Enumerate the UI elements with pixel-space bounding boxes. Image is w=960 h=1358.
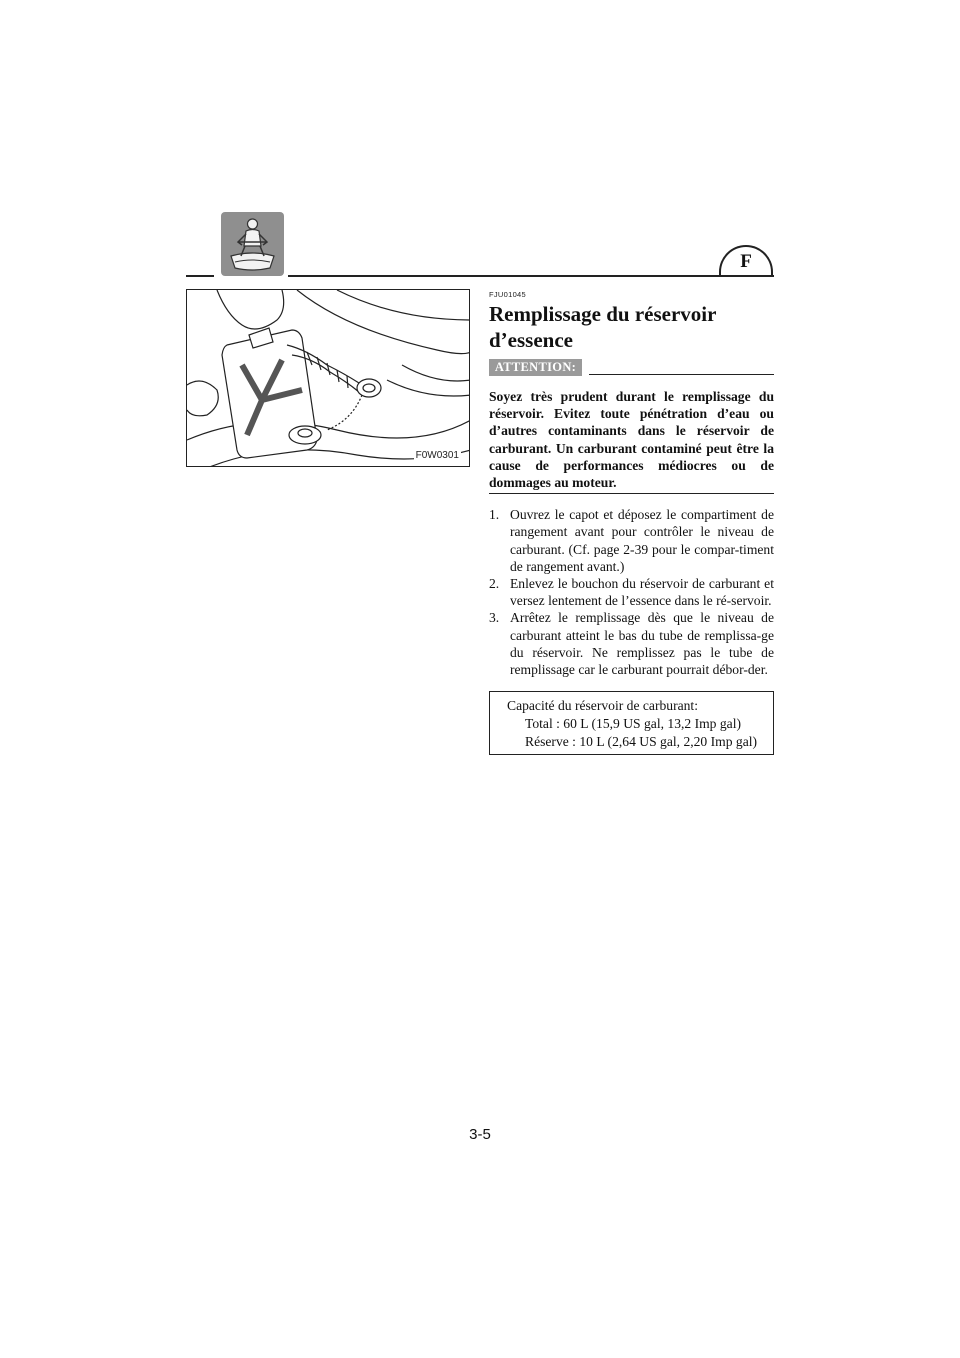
caution-label: ATTENTION: xyxy=(489,359,582,376)
list-item xyxy=(489,609,774,678)
language-badge: F xyxy=(719,245,773,275)
spec-total: Total : 60 L (15,9 US gal, 13,2 Imp gal) xyxy=(525,716,742,731)
spec-title: Capacité du réservoir de carburant: xyxy=(507,698,698,713)
step-text: Ouvrez le capot et déposez le compartiment de rangement avant pour contrôler le niveau de carburant. (Cf. page 2-39 pour le compar-timent de rangement avant.) xyxy=(510,507,774,574)
caution-rule xyxy=(589,374,774,375)
figure-code: F0W0301 xyxy=(415,450,459,461)
step-text: Enlevez le bouchon du réservoir de carburant et versez lentement de l’essence dans le ré-servoir. xyxy=(510,576,774,609)
section-code: FJU01045 xyxy=(489,290,527,299)
caution-header xyxy=(489,359,774,376)
section-title xyxy=(489,301,774,353)
step-text: Arrêtez le remplissage dès que le niveau de carburant atteint le bas du tube de remplissa-ge du réservoir. Ne remplissez pas le tube de remplissage car le carburant pourrait débor-der. xyxy=(510,610,774,678)
step-number: 1. xyxy=(489,507,500,523)
section-title-line2: d’essence xyxy=(489,328,573,352)
header-rule-left xyxy=(186,275,214,277)
page-number: 3-5 xyxy=(469,1126,491,1143)
procedure-steps xyxy=(489,506,774,678)
section-title-line1: Remplissage du réservoir xyxy=(489,302,717,326)
refueling-illustration xyxy=(186,289,470,467)
list-item xyxy=(489,506,774,575)
step-number: 2. xyxy=(489,576,500,592)
list-item xyxy=(489,575,774,609)
content-column xyxy=(489,290,774,678)
fuel-capacity-box xyxy=(489,691,774,755)
rider-on-watercraft-icon xyxy=(221,212,284,276)
header-rule-right xyxy=(288,275,774,277)
caution-text: Soyez très prudent durant le remplissage du réservoir. Evitez toute pénétration d’eau ou d’autres contaminants dans le réservoir de carburant. Un carburant contaminé peut être la cause de performances médiocres ou de dommages au moteur. xyxy=(489,388,774,494)
spec-reserve: Réserve : 10 L (2,64 US gal, 2,20 Imp gal) xyxy=(525,734,758,749)
step-number: 3. xyxy=(489,610,500,626)
